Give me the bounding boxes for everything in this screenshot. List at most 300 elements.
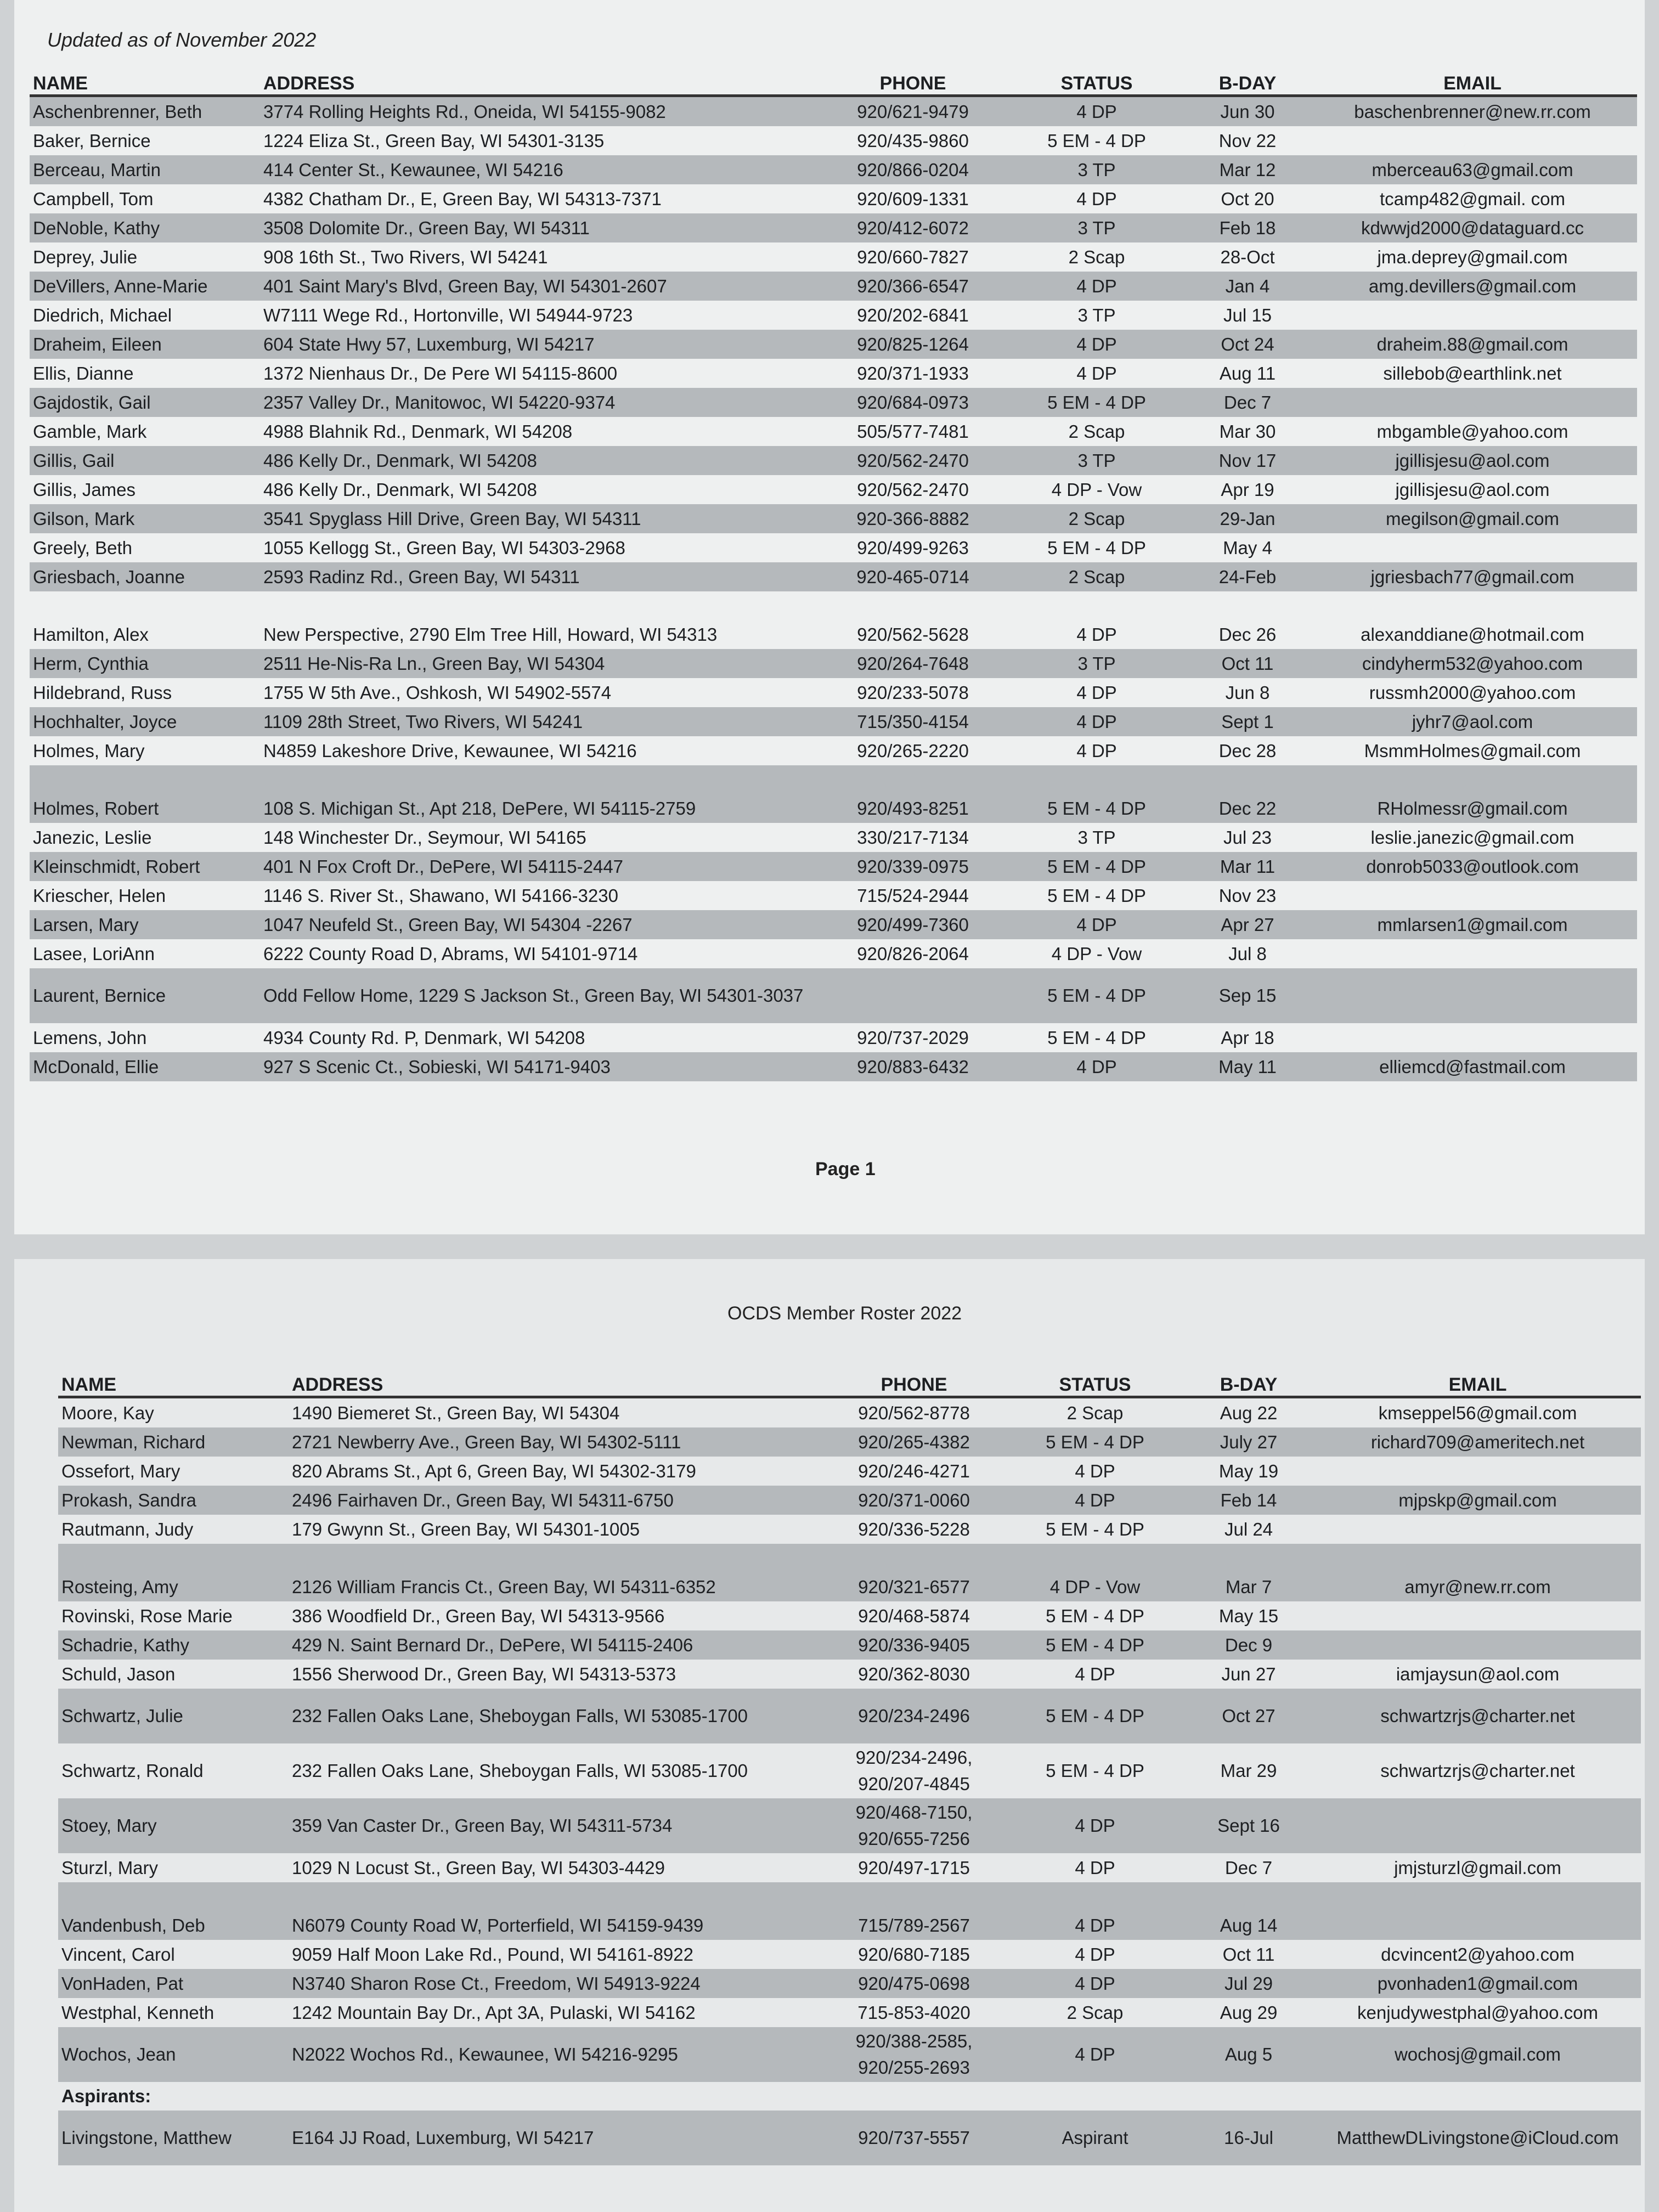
member-status: 5 EM - 4 DP (1006, 388, 1187, 417)
member-status (1007, 2082, 1183, 2111)
member-address: 486 Kelly Dr., Denmark, WI 54208 (263, 479, 537, 500)
member-address: 1372 Nienhaus Dr., De Pere WI 54115-8600 (263, 363, 618, 383)
member-name: Wochos, Jean (58, 2027, 289, 2082)
member-address: 2721 Newberry Ave., Green Bay, WI 54302-5111 (289, 1427, 821, 1457)
member-email: mmlarsen1@gmail.com (1308, 910, 1637, 939)
member-birthday: May 11 (1187, 1052, 1308, 1081)
member-status: 2 Scap (1066, 2002, 1124, 2023)
member-email: MsmmHolmes@gmail.com (1364, 740, 1581, 761)
member-email: dcvincent2@yahoo.com (1381, 1944, 1575, 1965)
member-address: 1055 Kellogg St., Green Bay, WI 54303-2968 (263, 537, 625, 558)
member-birthday: Oct 27 (1183, 1689, 1314, 1743)
member-email: mjpskp@gmail.com (1314, 1486, 1641, 1515)
member-status: 2 Scap (1066, 1402, 1124, 1423)
member-email (1308, 388, 1637, 417)
member-email (1308, 939, 1637, 968)
member-phone: 920/562-8778 (858, 1402, 970, 1423)
member-phone: 920-465-0714 (820, 562, 1006, 591)
member-status: 4 DP (1006, 707, 1187, 736)
member-status: 4 DP (1075, 1460, 1115, 1481)
member-email: leslie.janezic@gmail.com (1370, 827, 1575, 848)
member-phone: 920/475-0698 (821, 1969, 1007, 1998)
member-phone: 920-366-8882 (820, 504, 1006, 533)
member-address: 927 S Scenic Ct., Sobieski, WI 54171-9403 (260, 1052, 820, 1081)
member-status (1007, 1882, 1183, 1911)
member-birthday: Nov 23 (1218, 885, 1277, 906)
table-row (58, 1853, 1641, 1882)
member-status: 4 DP (1006, 910, 1187, 939)
member-address: 1490 Biemeret St., Green Bay, WI 54304 (292, 1402, 620, 1423)
member-name: Ossefort, Mary (61, 1460, 180, 1481)
member-phone: 920/234-2496 (821, 1689, 1007, 1743)
member-phone: 920/265-4382 (821, 1427, 1007, 1457)
member-name: Sturzl, Mary (61, 1857, 159, 1878)
table-row (58, 1798, 1641, 1853)
member-phone: 920/609-1331 (857, 188, 969, 209)
col-header-bday: B-DAY (1183, 1366, 1314, 1397)
member-phone: 920/562-2470 (857, 479, 969, 500)
spacer-row (58, 1882, 1641, 1911)
member-email: tcamp482@gmail. com (1380, 188, 1565, 209)
member-address: 486 Kelly Dr., Denmark, WI 54208 (260, 446, 820, 475)
member-status: 5 EM - 4 DP (1047, 537, 1146, 558)
member-email: cindyherm532@yahoo.com (1308, 649, 1637, 678)
member-birthday: Jul 29 (1183, 1969, 1314, 1998)
member-phone: 920/265-2220 (857, 740, 969, 761)
member-status: 2 Scap (1068, 246, 1125, 267)
member-email (1314, 1515, 1641, 1544)
member-email: kmseppel56@gmail.com (1378, 1402, 1577, 1423)
member-phone: 505/577-7481 (857, 421, 969, 442)
member-phone: 715-853-4020 (857, 2002, 970, 2023)
member-email: jgillisjesu@aol.com (1308, 446, 1637, 475)
table-header-row (58, 1366, 1641, 1397)
member-address: 1047 Neufeld St., Green Bay, WI 54304 -2267 (260, 910, 820, 939)
table-row (30, 213, 1637, 242)
member-name: Aspirants: (61, 2086, 151, 2106)
table-row (30, 96, 1637, 127)
col-header-name: NAME (58, 1366, 289, 1397)
member-status: 5 EM - 4 DP (1007, 1427, 1183, 1457)
member-address: N4859 Lakeshore Drive, Kewaunee, WI 54216 (263, 740, 637, 761)
member-address: 359 Van Caster Dr., Green Bay, WI 54311-5734 (289, 1798, 821, 1853)
member-name: Vandenbush, Deb (58, 1911, 289, 1940)
member-name: Livingstone, Matthew (58, 2111, 289, 2165)
member-status (1007, 1544, 1183, 1572)
member-name: Griesbach, Joanne (30, 562, 260, 591)
member-birthday: Jun 8 (1225, 682, 1270, 703)
member-birthday: Apr 19 (1221, 479, 1274, 500)
table-row (30, 155, 1637, 184)
table-row (30, 126, 1637, 155)
member-birthday: Apr 27 (1187, 910, 1308, 939)
member-status: 3 TP (1077, 304, 1116, 325)
member-birthday: Nov 22 (1218, 130, 1277, 151)
member-email: schwartzrjs@charter.net (1314, 1689, 1641, 1743)
member-email: russmh2000@yahoo.com (1369, 682, 1576, 703)
member-status: 2 Scap (1006, 504, 1187, 533)
member-name: Herm, Cynthia (30, 649, 260, 678)
member-address: 232 Fallen Oaks Lane, Sheboygan Falls, WI 53085-1700 (289, 1689, 821, 1743)
member-phone: 920/621-9479 (820, 96, 1006, 127)
member-birthday: Jul 15 (1223, 304, 1272, 325)
table-row (30, 678, 1637, 707)
member-phone: 920/684-0973 (820, 388, 1006, 417)
member-email (1314, 1601, 1641, 1630)
member-name: Ellis, Dianne (33, 363, 134, 383)
table-row (30, 272, 1637, 301)
member-address (260, 591, 820, 620)
member-email (1308, 301, 1637, 330)
table-row (30, 475, 1637, 504)
member-status: 4 DP (1076, 188, 1117, 209)
member-phone (820, 591, 1006, 620)
member-address: 1556 Sherwood Dr., Green Bay, WI 54313-5373 (292, 1663, 676, 1684)
member-phone: 920/366-6547 (820, 272, 1006, 301)
member-address: N2022 Wochos Rd., Kewaunee, WI 54216-9295 (289, 2027, 821, 2082)
member-name: DeVillers, Anne-Marie (30, 272, 260, 301)
member-birthday: 16-Jul (1183, 2111, 1314, 2165)
member-address: 604 State Hwy 57, Luxemburg, WI 54217 (260, 330, 820, 359)
member-address: 6222 County Road D, Abrams, WI 54101-9714 (263, 943, 638, 964)
member-address: 2511 He-Nis-Ra Ln., Green Bay, WI 54304 (260, 649, 820, 678)
member-email: sillebob@earthlink.net (1383, 363, 1562, 383)
member-name: Rovinski, Rose Marie (61, 1605, 233, 1626)
member-birthday: Aug 11 (1219, 363, 1276, 383)
member-status: Aspirant (1007, 2111, 1183, 2165)
member-address: 3508 Dolomite Dr., Green Bay, WI 54311 (260, 213, 820, 242)
member-phone: 920/336-9405 (821, 1630, 1007, 1660)
member-birthday: Oct 20 (1221, 188, 1274, 209)
member-birthday: May 4 (1223, 537, 1272, 558)
member-name: Greely, Beth (33, 537, 132, 558)
member-email: amg.devillers@gmail.com (1308, 272, 1637, 301)
member-birthday: Aug 29 (1220, 2002, 1278, 2023)
member-name: Campbell, Tom (33, 188, 154, 209)
member-email: jgillisjesu@aol.com (1395, 479, 1550, 500)
member-email (1314, 1457, 1641, 1486)
member-email (1308, 533, 1637, 562)
member-birthday: Mar 11 (1187, 852, 1308, 881)
member-status: 5 EM - 4 DP (1046, 1519, 1144, 1539)
table-row (30, 823, 1637, 852)
table-row (30, 388, 1637, 417)
member-status: 4 DP (1075, 1944, 1115, 1965)
member-phone: 920/336-5228 (858, 1519, 970, 1539)
member-name: Holmes, Robert (30, 794, 260, 823)
member-status: 4 DP (1075, 1857, 1115, 1878)
member-status: 4 DP (1007, 1798, 1183, 1853)
member-phone: 920/883-6432 (820, 1052, 1006, 1081)
col-header-email: EMAIL (1314, 1366, 1641, 1397)
member-address: W7111 Wege Rd., Hortonville, WI 54944-9723 (263, 304, 633, 325)
member-phone: 920/866-0204 (820, 155, 1006, 184)
member-address: E164 JJ Road, Luxemburg, WI 54217 (289, 2111, 821, 2165)
member-phone: 920/468-5874 (858, 1605, 970, 1626)
table-row (30, 359, 1637, 388)
member-status: 3 TP (1006, 446, 1187, 475)
member-status: 4 DP (1076, 363, 1117, 383)
member-phone (821, 1544, 1007, 1572)
roster-page-2 (14, 1259, 1645, 2212)
member-name: Gillis, Gail (30, 446, 260, 475)
member-phone: 920/493-8251 (820, 794, 1006, 823)
member-name: Janezic, Leslie (33, 827, 152, 848)
member-email (1314, 1544, 1641, 1572)
member-status: 4 DP (1007, 1911, 1183, 1940)
member-name: Berceau, Martin (30, 155, 260, 184)
member-status: 5 EM - 4 DP (1007, 1630, 1183, 1660)
member-name: Schwartz, Julie (58, 1689, 289, 1743)
table-row (30, 330, 1637, 359)
spacer-row (30, 765, 1637, 794)
member-name: Baker, Bernice (33, 130, 151, 151)
member-address: 429 N. Saint Bernard Dr., DePere, WI 54115-2406 (289, 1630, 821, 1660)
table-row (58, 1743, 1641, 1798)
member-phone: 330/217-7134 (857, 827, 969, 848)
member-birthday: Dec 7 (1187, 388, 1308, 417)
member-phone: 920/412-6072 (820, 213, 1006, 242)
member-birthday: Dec 28 (1218, 740, 1277, 761)
member-address: Odd Fellow Home, 1229 S Jackson St., Green Bay, WI 54301-3037 (260, 968, 820, 1023)
member-phone: 920/371-1933 (857, 363, 969, 383)
member-birthday: 29-Jan (1187, 504, 1308, 533)
col-header-status: STATUS (1006, 65, 1187, 96)
member-address (289, 1882, 821, 1911)
col-header-bday: B-DAY (1187, 65, 1308, 96)
member-birthday: Jul 8 (1228, 943, 1267, 964)
member-email (1308, 591, 1637, 620)
updated-note: Updated as of November 2022 (47, 29, 317, 51)
member-status: 4 DP (1006, 330, 1187, 359)
member-address: N6079 County Road W, Porterfield, WI 54159-9439 (289, 1911, 821, 1940)
member-email: jmjsturzl@gmail.com (1394, 1857, 1561, 1878)
table-row (58, 1486, 1641, 1515)
member-birthday: Dec 7 (1224, 1857, 1273, 1878)
table-row (30, 707, 1637, 736)
member-address: 9059 Half Moon Lake Rd., Pound, WI 54161-8922 (292, 1944, 693, 1965)
member-name (30, 765, 260, 794)
member-address: 2496 Fairhaven Dr., Green Bay, WI 54311-6750 (289, 1486, 821, 1515)
member-address (289, 1544, 821, 1572)
member-phone: 920/499-7360 (820, 910, 1006, 939)
member-address: 2357 Valley Dr., Manitowoc, WI 54220-9374 (260, 388, 820, 417)
member-email: baschenbrenner@new.rr.com (1308, 96, 1637, 127)
col-header-phone: PHONE (821, 1366, 1007, 1397)
member-address: 4382 Chatham Dr., E, Green Bay, WI 54313-7371 (263, 188, 662, 209)
member-name: Deprey, Julie (33, 246, 138, 267)
table-row (58, 1457, 1641, 1486)
member-phone: 920/388-2585, 920/255-2693 (821, 2027, 1007, 2082)
member-phone: 920/737-5557 (821, 2111, 1007, 2165)
member-phone: 920/562-5628 (857, 624, 969, 645)
member-email: richard709@ameritech.net (1314, 1427, 1641, 1457)
member-email (1308, 765, 1637, 794)
member-email: kdwwjd2000@dataguard.cc (1308, 213, 1637, 242)
member-name: Kriescher, Helen (33, 885, 166, 906)
member-status: 4 DP (1076, 624, 1117, 645)
member-status: 5 EM - 4 DP (1006, 852, 1187, 881)
member-phone: 920/246-4271 (858, 1460, 970, 1481)
member-address: 401 Saint Mary's Blvd, Green Bay, WI 54301-2607 (260, 272, 820, 301)
table-row (30, 910, 1637, 939)
member-birthday: Sep 15 (1187, 968, 1308, 1023)
member-status: 5 EM - 4 DP (1047, 1027, 1146, 1048)
member-birthday (1187, 765, 1308, 794)
member-birthday: Mar 29 (1220, 1760, 1277, 1781)
member-email (1314, 1882, 1641, 1911)
member-birthday: Aug 22 (1220, 1402, 1278, 1423)
member-email: mbgamble@yahoo.com (1376, 421, 1568, 442)
member-phone: 920/202-6841 (857, 304, 969, 325)
member-email (1314, 2082, 1641, 2111)
member-birthday: Sept 16 (1183, 1798, 1314, 1853)
member-name (30, 591, 260, 620)
member-email (1314, 1798, 1641, 1853)
roster-title: OCDS Member Roster 2022 (727, 1303, 962, 1324)
member-birthday: Oct 24 (1187, 330, 1308, 359)
table-row (30, 794, 1637, 823)
member-status: 4 DP (1006, 96, 1187, 127)
member-name: Aschenbrenner, Beth (30, 96, 260, 127)
member-birthday: Jun 30 (1187, 96, 1308, 127)
member-birthday: Mar 12 (1187, 155, 1308, 184)
table-row (58, 1998, 1641, 2027)
member-address: 2593 Radinz Rd., Green Bay, WI 54311 (260, 562, 820, 591)
member-email (1308, 126, 1637, 155)
member-phone: 920/497-1715 (858, 1857, 970, 1878)
table-row (58, 2082, 1641, 2111)
member-email: MatthewDLivingstone@iCloud.com (1314, 2111, 1641, 2165)
table-row (30, 852, 1637, 881)
member-name: Holmes, Mary (33, 740, 145, 761)
member-name: VonHaden, Pat (58, 1969, 289, 1998)
member-birthday: 28-Oct (1220, 246, 1275, 267)
member-address: 3774 Rolling Heights Rd., Oneida, WI 54155-9082 (260, 96, 820, 127)
roster-table-page-1 (30, 65, 1637, 1081)
member-birthday: Feb 14 (1183, 1486, 1314, 1515)
member-email: schwartzrjs@charter.net (1380, 1760, 1575, 1781)
table-header-row (30, 65, 1637, 96)
member-status: 5 EM - 4 DP (1006, 794, 1187, 823)
table-row (58, 1689, 1641, 1743)
member-status: 4 DP (1007, 1969, 1183, 1998)
member-address: N3740 Sharon Rose Ct., Freedom, WI 54913-9224 (289, 1969, 821, 1998)
roster-table-page-2 (58, 1366, 1641, 2165)
member-phone: 920/339-0975 (820, 852, 1006, 881)
member-email (1308, 1023, 1637, 1052)
member-phone: 920/680-7185 (858, 1944, 970, 1965)
member-status (1006, 765, 1187, 794)
member-status: 4 DP (1006, 1052, 1187, 1081)
member-name: Vincent, Carol (61, 1944, 175, 1965)
member-phone: 920/660-7827 (857, 246, 969, 267)
member-birthday: Feb 18 (1187, 213, 1308, 242)
member-email: amyr@new.rr.com (1314, 1572, 1641, 1601)
member-name (58, 1882, 289, 1911)
table-row (30, 620, 1637, 649)
member-phone: 920/362-8030 (858, 1663, 970, 1684)
member-name: Rosteing, Amy (58, 1572, 289, 1601)
member-birthday: Jul 23 (1223, 827, 1272, 848)
member-name: Gilson, Mark (30, 504, 260, 533)
member-name: Lasee, LoriAnn (33, 943, 155, 964)
member-phone: 920/468-7150, 920/655-7256 (821, 1798, 1007, 1853)
member-name: Lemens, John (33, 1027, 147, 1048)
table-row (30, 533, 1637, 562)
member-address: 2126 William Francis Ct., Green Bay, WI 54311-6352 (289, 1572, 821, 1601)
member-name: Schwartz, Ronald (61, 1760, 204, 1781)
member-address: 4988 Blahnik Rd., Denmark, WI 54208 (263, 421, 573, 442)
member-email: donrob5033@outlook.com (1308, 852, 1637, 881)
member-email (1314, 1630, 1641, 1660)
member-phone: 715/789-2567 (821, 1911, 1007, 1940)
member-name: McDonald, Ellie (30, 1052, 260, 1081)
spacer-row (58, 1544, 1641, 1572)
table-row (30, 1023, 1637, 1052)
member-address: 1242 Mountain Bay Dr., Apt 3A, Pulaski, WI 54162 (292, 2002, 696, 2023)
member-status: 3 TP (1006, 213, 1187, 242)
member-email: jgriesbach77@gmail.com (1308, 562, 1637, 591)
member-address: 4934 County Rd. P, Denmark, WI 54208 (263, 1027, 585, 1048)
member-name: Prokash, Sandra (58, 1486, 289, 1515)
member-birthday: May 15 (1218, 1605, 1279, 1626)
member-phone: 920/234-2496, 920/207-4845 (855, 1747, 973, 1794)
member-phone: 920/826-2064 (857, 943, 969, 964)
member-email: alexanddiane@hotmail.com (1361, 624, 1584, 645)
table-row (30, 446, 1637, 475)
table-row (58, 1660, 1641, 1689)
member-address: 232 Fallen Oaks Lane, Sheboygan Falls, WI 53085-1700 (292, 1760, 748, 1781)
member-address: 1224 Eliza St., Green Bay, WI 54301-3135 (263, 130, 605, 151)
member-status: 5 EM - 4 DP (1047, 885, 1146, 906)
member-phone: 920/233-5078 (857, 682, 969, 703)
member-birthday (1183, 2082, 1314, 2111)
member-phone (821, 2082, 1007, 2111)
col-header-address: ADDRESS (289, 1366, 821, 1397)
member-phone: 920/321-6577 (821, 1572, 1007, 1601)
member-phone: 920/435-9860 (857, 130, 969, 151)
member-birthday (1187, 591, 1308, 620)
member-birthday: July 27 (1183, 1427, 1314, 1457)
member-address: 401 N Fox Croft Dr., DePere, WI 54115-2447 (260, 852, 820, 881)
member-name: Schuld, Jason (61, 1663, 176, 1684)
member-status: 3 TP (1006, 155, 1187, 184)
table-row (58, 1630, 1641, 1660)
member-phone: 715/350-4154 (820, 707, 1006, 736)
member-status: 4 DP (1006, 272, 1187, 301)
member-status: 3 TP (1006, 649, 1187, 678)
col-header-address: ADDRESS (260, 65, 820, 96)
member-address: 820 Abrams St., Apt 6, Green Bay, WI 54302-3179 (292, 1460, 696, 1481)
table-row (30, 562, 1637, 591)
member-birthday: Jan 4 (1187, 272, 1308, 301)
table-row (30, 184, 1637, 213)
member-birthday (1183, 1544, 1314, 1572)
table-row (58, 1969, 1641, 1998)
table-row (30, 939, 1637, 968)
member-name: Westphal, Kenneth (61, 2002, 215, 2023)
table-row (30, 736, 1637, 765)
member-address: 1755 W 5th Ave., Oshkosh, WI 54902-5574 (263, 682, 612, 703)
member-status: 4 DP (1076, 682, 1117, 703)
member-email (1308, 968, 1637, 1023)
roster-body-page-2 (58, 1397, 1641, 2166)
member-phone: 920/371-0060 (821, 1486, 1007, 1515)
member-phone: 715/524-2944 (857, 885, 969, 906)
member-email: jyhr7@aol.com (1308, 707, 1637, 736)
member-status: 4 DP (1076, 740, 1117, 761)
